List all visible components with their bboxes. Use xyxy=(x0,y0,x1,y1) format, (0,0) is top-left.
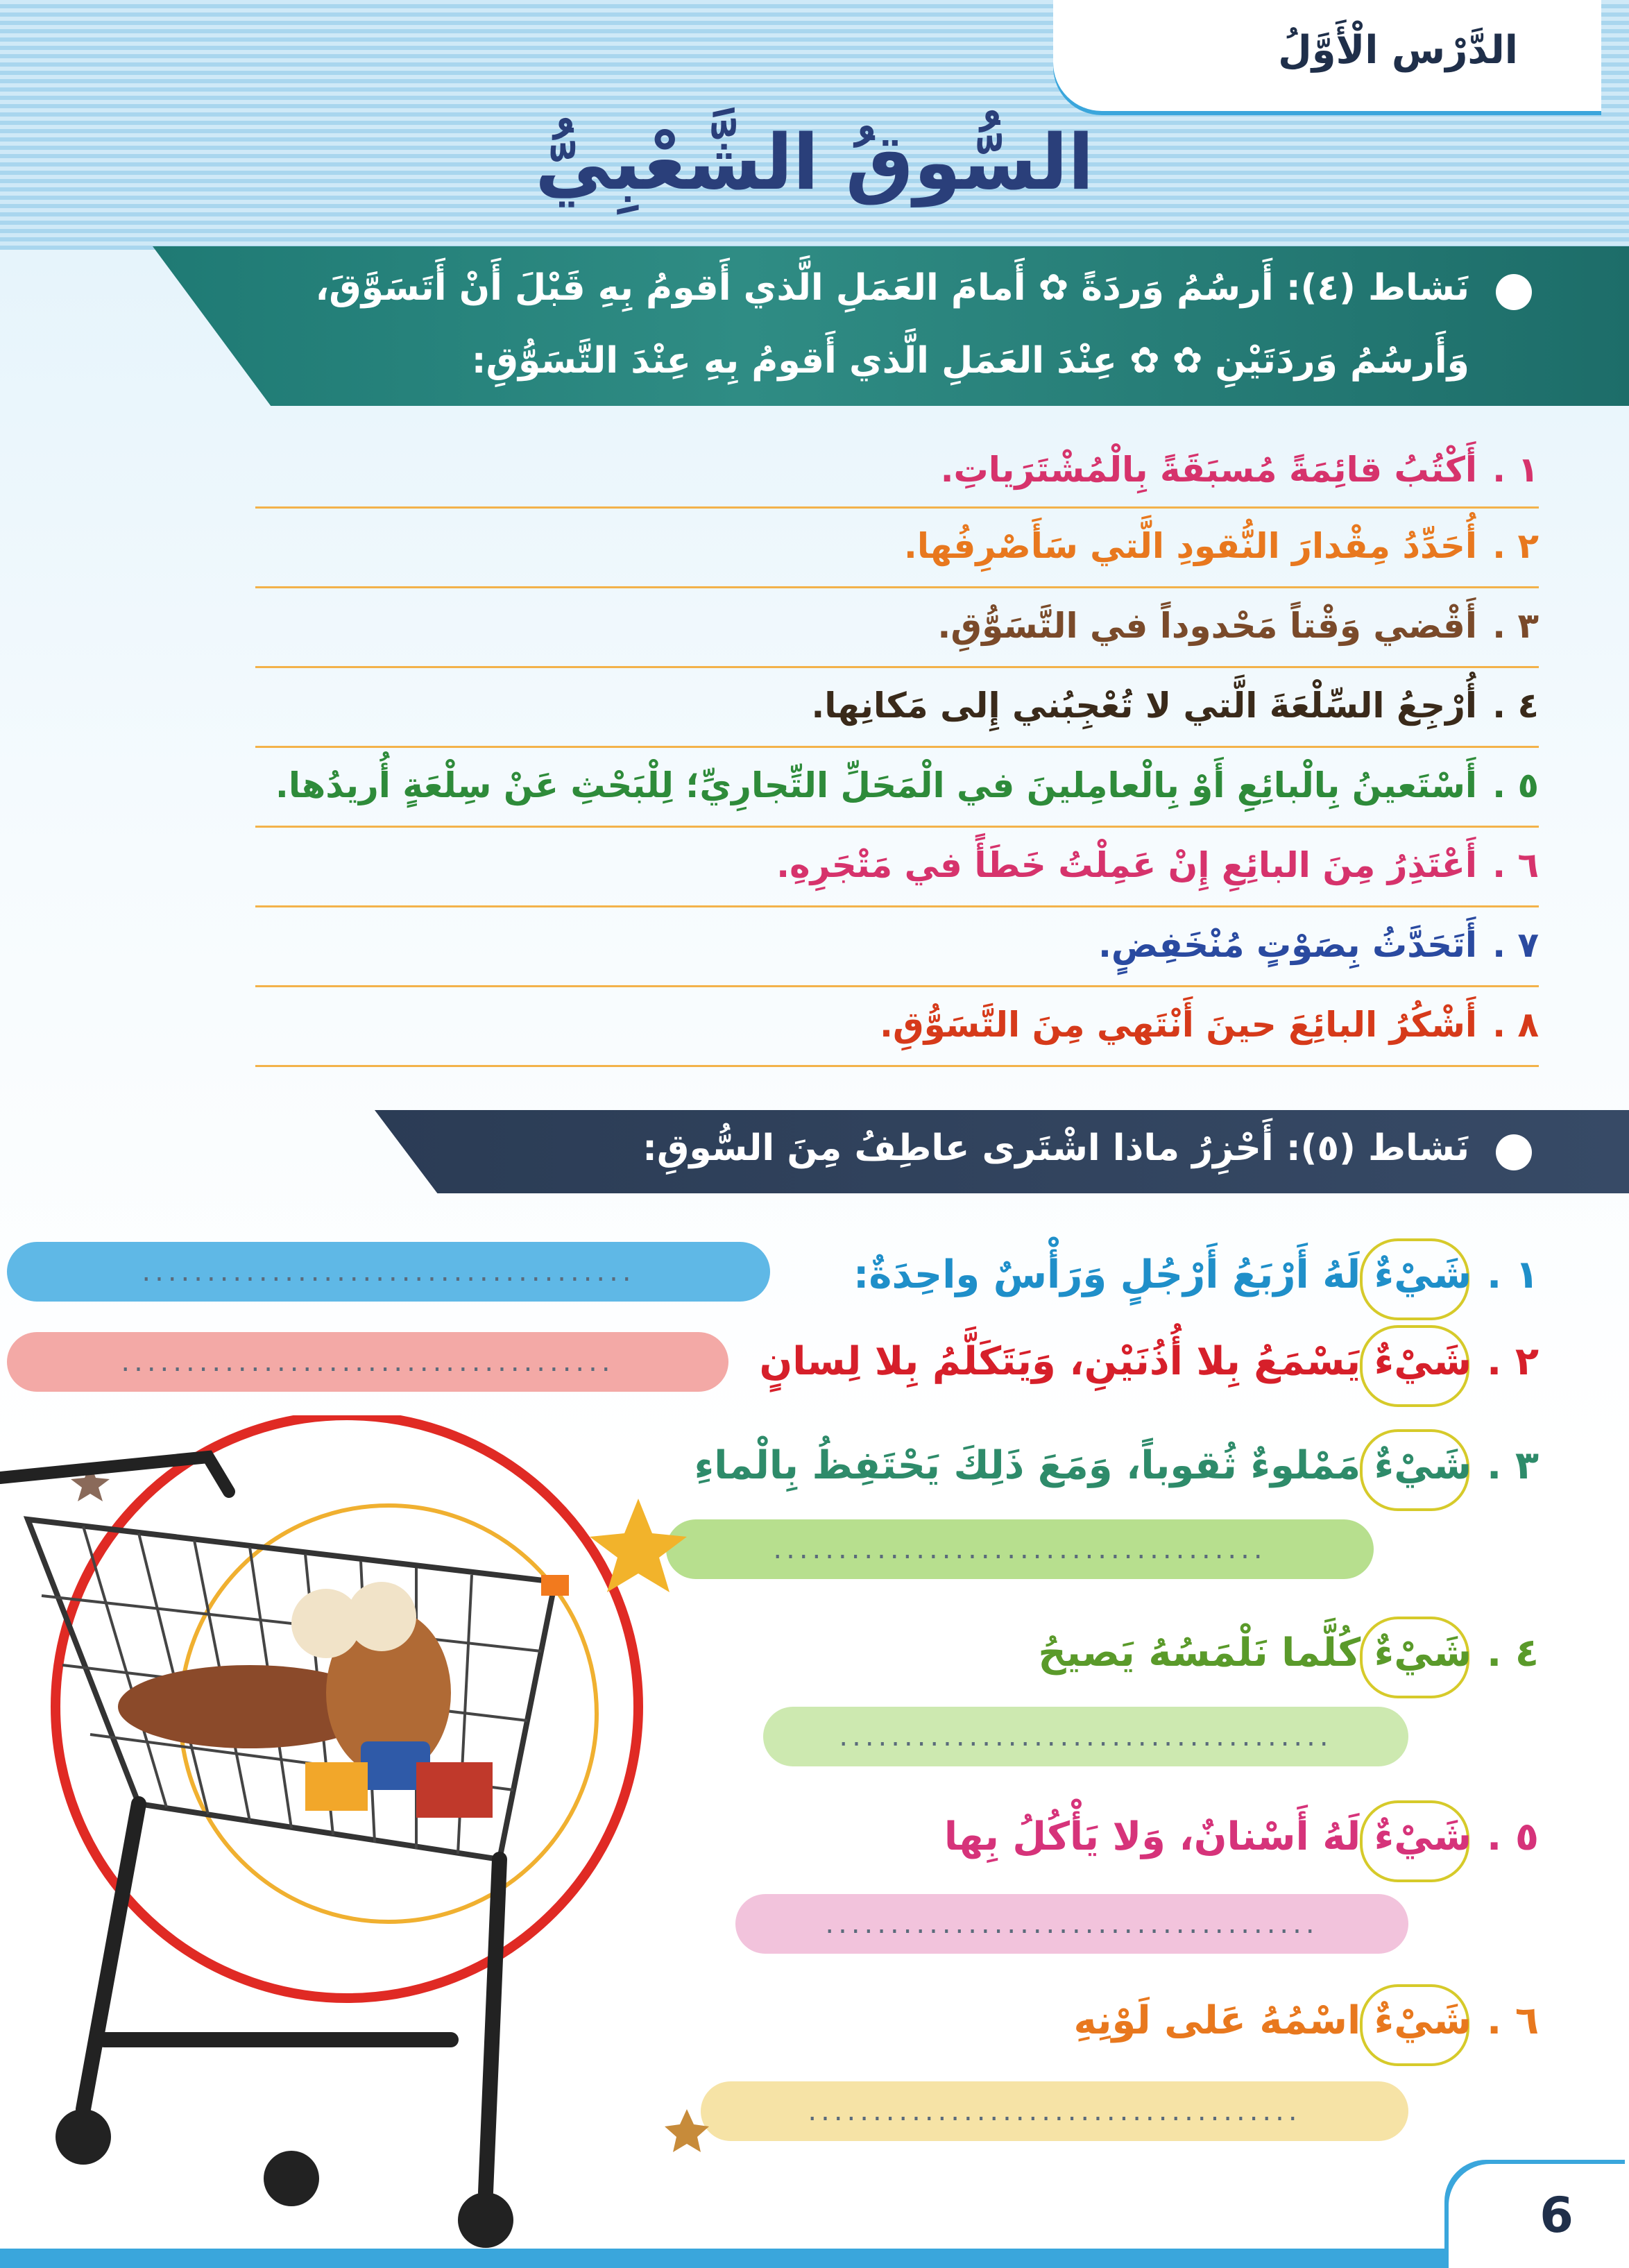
riddle-text: شَيْءٌ مَمْلوءٌ ثُقوباً، وَمَعَ ذَلِكَ يَحْتَفِظُ بِالْماءِ xyxy=(694,1443,1472,1488)
riddle-3 xyxy=(694,1443,1539,1488)
answer-field-3[interactable]: ...................................... xyxy=(666,1519,1374,1579)
answer-field-4[interactable]: ...................................... xyxy=(763,1707,1408,1766)
riddle-text: شَيْءٌ كُلَّما نَلْمَسُهُ يَصيحُ xyxy=(1038,1630,1472,1676)
list-item xyxy=(941,450,1539,490)
answer-field-2[interactable]: ...................................... xyxy=(7,1332,728,1392)
write-line xyxy=(255,586,1539,588)
riddle-text: شَيْءٌ لَهُ أَرْبَعُ أَرْجُلٍ وَرَأْسٌ واحِدَةٌ: xyxy=(853,1252,1472,1297)
item-number: ٧ . xyxy=(1492,925,1539,965)
activity4-line2: وَأَرسُمُ وَردَتَيْنِ ✿ ✿ عِنْدَ العَمَلِ الَّذي أَقومُ بِهِ عِنْدَ التَّسَوُّقِ: xyxy=(471,340,1469,382)
item-text: أَتَحَدَّثُ بِصَوْتٍ مُنْخَفِضٍ. xyxy=(1098,925,1478,965)
riddle-number: ١ . xyxy=(1487,1252,1539,1297)
lesson-label: الدَّرْس الْأَوَّلُ xyxy=(1278,28,1518,73)
riddle-number: ٣ . xyxy=(1487,1443,1539,1488)
list-item xyxy=(811,685,1539,726)
riddle-6 xyxy=(1074,1998,1539,2043)
item-text: أَعْتَذِرُ مِنَ البائِعِ إِنْ عَمِلْتُ خَطَأً في مَتْجَرِهِ. xyxy=(776,845,1478,885)
item-number: ٣ . xyxy=(1492,606,1539,646)
activity4-line1: نَشاط (٤): أَرسُمُ وَردَةً ✿ أَمامَ العَمَلِ الَّذي أَقومُ بِهِ قَبْلَ أَنْ أَتَسَوَّقَ، xyxy=(315,267,1469,309)
write-line xyxy=(255,1065,1539,1067)
page-title: السُّوقُ الشَّعْبِيُّ xyxy=(535,118,1094,207)
riddle-text: شَيْءٌ اسْمُهُ عَلى لَوْنِهِ xyxy=(1073,1998,1472,2043)
item-number: ٢ . xyxy=(1492,526,1539,566)
write-line xyxy=(255,826,1539,828)
item-text: أَشْكُرُ البائِعَ حينَ أَنْتَهي مِنَ التَّسَوُّقِ. xyxy=(879,1005,1478,1045)
riddle-number: ٦ . xyxy=(1487,1998,1539,2043)
riddle-number: ٥ . xyxy=(1487,1814,1539,1859)
write-line xyxy=(255,746,1539,748)
item-number: ٦ . xyxy=(1492,845,1539,885)
riddle-5 xyxy=(944,1814,1539,1859)
list-item xyxy=(275,765,1539,805)
activity5-bullet xyxy=(1496,1134,1532,1170)
riddle-number: ٢ . xyxy=(1487,1339,1539,1384)
page-number: 6 xyxy=(1540,2187,1573,2244)
list-item xyxy=(776,845,1539,885)
item-text: أَكْتُبُ قائِمَةً مُسبَقَةً بِالْمُشْتَرَياتِ. xyxy=(940,450,1478,490)
item-text: أَقْضي وَقْتاً مَحْدوداً في التَّسَوُّقِ. xyxy=(937,606,1478,646)
list-item xyxy=(880,1005,1539,1045)
riddle-number: ٤ . xyxy=(1487,1630,1539,1676)
lesson-tab xyxy=(1053,0,1601,111)
answer-field-5[interactable]: ...................................... xyxy=(735,1894,1408,1954)
write-line xyxy=(255,905,1539,907)
answer-field-1[interactable]: ...................................... xyxy=(7,1242,770,1302)
activity4-bullet xyxy=(1496,274,1532,310)
riddle-1 xyxy=(853,1252,1539,1297)
item-number: ٤ . xyxy=(1492,685,1539,726)
item-number: ١ . xyxy=(1492,450,1539,490)
item-text: أُحَدِّدُ مِقْدارَ النُّقودِ الَّتي سَأَصْرِفُها. xyxy=(903,526,1478,566)
riddle-text: شَيْءٌ لَهُ أَسْنانٌ، وَلا يَأْكُلُ بِها xyxy=(944,1814,1472,1859)
list-item xyxy=(904,526,1539,566)
write-line xyxy=(255,985,1539,987)
item-number: ٨ . xyxy=(1492,1005,1539,1045)
footer-strip xyxy=(0,2249,1629,2268)
list-item xyxy=(1098,925,1539,965)
answer-field-6[interactable]: ...................................... xyxy=(701,2081,1408,2141)
activity5-header: نَشاط (٥): أَحْزِرُ ماذا اشْتَرى عاطِفُ مِنَ السُّوقِ: xyxy=(642,1127,1469,1169)
page-number-tab xyxy=(1449,2164,1629,2268)
list-item xyxy=(937,606,1539,646)
riddle-4 xyxy=(1038,1630,1539,1676)
riddle-text: شَيْءٌ يَسْمَعُ بِلا أُذُنَيْنِ، وَيَتَكَلَّمُ بِلا لِسانٍ xyxy=(759,1339,1472,1384)
riddle-2 xyxy=(759,1339,1539,1384)
item-number: ٥ . xyxy=(1492,765,1539,805)
item-text: أُرْجِعُ السِّلْعَةَ الَّتي لا تُعْجِبُني إِلى مَكانِها. xyxy=(811,685,1478,726)
write-line xyxy=(255,506,1539,509)
write-line xyxy=(255,666,1539,668)
item-text: أَسْتَعينُ بِالْبائِعِ أَوْ بِالْعامِلينَ في الْمَحَلِّ التِّجارِيِّ؛ لِلْبَحْثِ عَنْ سِلْعَةٍ أُريدُها. xyxy=(275,765,1478,805)
shopping-cart-illustration xyxy=(0,1415,735,2268)
